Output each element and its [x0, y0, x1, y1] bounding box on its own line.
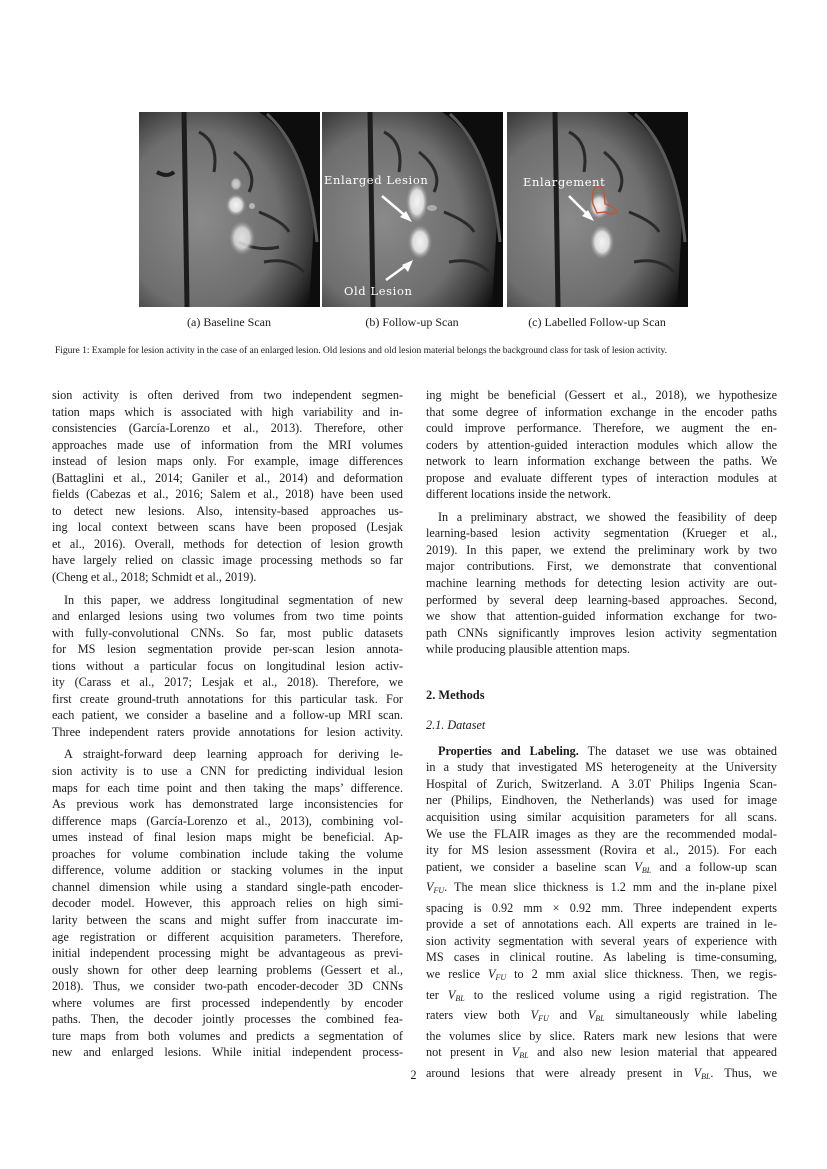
mri-panel-baseline	[139, 112, 320, 307]
text-line: (Battaglini et al., 2014; Ganiler et al., 2014) and deformation	[52, 470, 403, 485]
text-line: learning-based lesion activity segmentation (Krueger et al.,	[426, 526, 777, 541]
text-line: ter $V_{BL}$ to the resliced volume using a rigid registration. The	[426, 987, 778, 1003]
figure-caption: Figure 1: Example for lesion activity in the case of an enlarged lesion. Old lesions and old lesion material belongs the background class for task of lesion activity.	[55, 345, 667, 356]
text-line: performed by several deep learning-based approaches. Second,	[426, 592, 777, 607]
text-line: paths. Then, the decoder jointly processes the combined fea-	[52, 1012, 403, 1027]
text-line: while producing plausible attention maps.	[426, 642, 631, 657]
text-line: ity for MS lesion assessment (Rovira et al., 2015). For each	[426, 843, 777, 858]
text-line: with fully-convolutional CNNs. So far, most public datasets	[52, 625, 403, 640]
paragraph	[426, 743, 777, 1085]
text-line: propose and evaluate different types of interaction modules at	[426, 470, 777, 485]
text-line: In this paper, we address longitudinal segmentation of new	[64, 592, 403, 607]
text-line: Hospital of Zurich, Switzerland. A 3.0T Philips Ingenia Scan-	[426, 776, 777, 791]
text-line: raters view both $V_{FU}$ and $V_{BL}$ simultaneously while labeling	[426, 1008, 777, 1024]
text-line: In a preliminary abstract, we showed the feasibility of deep	[438, 509, 777, 524]
subcaption-b: (b) Follow-up Scan	[365, 315, 459, 329]
text-line: 2018). Thus, we consider two-path encoder-decoder 3D CNNs	[52, 979, 403, 994]
paragraph	[52, 746, 403, 1060]
text-line: provide a set of annotations each. All experts are trained in le-	[426, 917, 777, 932]
text-line: difference maps (García-Lorenzo et al., 2013), combining vol-	[52, 813, 403, 828]
symbol-v-bl: $V_{BL}$	[587, 1008, 605, 1024]
page-number: 2	[410, 1068, 417, 1082]
text-line: We use the FLAIR images as they are the recommended modal-	[426, 826, 777, 841]
text-line: network to learn information exchange between the paths. We	[426, 454, 777, 469]
text-line: A straight-forward deep learning approach for deriving le-	[64, 747, 403, 762]
text-line: sion activity segmentation with several years of experience with	[426, 933, 777, 948]
section-heading: 2. Methods	[426, 687, 485, 702]
text-line: we reslice $V_{FU}$ to 2 mm axial slice thickness. Then, we regis-	[426, 966, 777, 982]
text-line: machine learning methods for detecting lesion activity are out-	[426, 576, 777, 591]
symbol-v-bl: $V_{BL}$	[634, 859, 652, 875]
text-line: patient, we consider a baseline scan $V_{BL}$ and a follow-up scan	[426, 859, 777, 875]
text-line: to detect new lesions. Also, intensity-based approaches us-	[52, 503, 403, 518]
text-line: acquisition using similar acquisition parameters for all scans.	[426, 810, 777, 825]
text-line: 2019). In this paper, we extend the preliminary work by two	[426, 542, 777, 557]
text-line: ity (Carass et al., 2017; Lesjak et al., 2018). Therefore, we	[52, 675, 403, 690]
symbol-v-fu: $V_{FU}$	[488, 966, 507, 982]
text-line: ture maps from both volumes and predicts a segmentation of	[52, 1028, 403, 1043]
symbol-v-bl: $V_{BL}$	[693, 1065, 711, 1081]
text-line: ner (Philips, Eindhoven, the Netherlands) was used for image	[426, 793, 777, 808]
text-line: The dataset we use was obtained	[578, 743, 777, 758]
text-line: have largely relied on classic image processing methods so far	[52, 553, 403, 568]
text-line: sion activity is often derived from two independent segmen-	[52, 388, 403, 402]
text-line: proaches for volume combination include taking the volume	[52, 846, 403, 861]
symbol-v-bl: $V_{BL}$	[511, 1045, 529, 1061]
text-line: and enlarged lesions using two volumes from two time points	[52, 609, 403, 624]
text-line: MS cases in clinical routine. As labeling is time-consuming,	[426, 950, 777, 965]
annotation-enlarged-lesion: Enlarged Lesion	[324, 173, 429, 187]
text-line: (Cheng et al., 2018; Schmidt et al., 2019).	[52, 570, 257, 585]
annotation-old-lesion: Old Lesion	[344, 284, 413, 298]
symbol-v-bl: $V_{BL}$	[447, 987, 465, 1003]
text-line: each patient, we consider a baseline and a follow-up MRI scan.	[52, 708, 403, 723]
text-line: difference, volume addition or stacking volumes in the input	[52, 863, 403, 878]
text-line: umes instead of final lesion maps might be beneficial. Ap-	[52, 830, 403, 845]
symbol-v-fu: $V_{FU}$	[530, 1008, 549, 1024]
annotation-enlargement: Enlargement	[523, 175, 606, 189]
text-line: fields (Cabezas et al., 2016; Salem et al., 2018) have been used	[52, 487, 403, 502]
paragraph	[426, 387, 777, 503]
paragraph	[52, 387, 403, 586]
text-line: channel dimension while using a standard single-path encoder-	[52, 879, 403, 894]
text-line: maps for each time point and then taking the maps’ difference.	[52, 780, 403, 795]
text-line: we show that attention-guided information exchange for two-	[426, 609, 777, 624]
text-line: tions without a particular focus on longitudinal lesion activ-	[52, 658, 403, 673]
text-line: could improve performance. Therefore, we augment the en-	[426, 421, 777, 436]
right-column	[426, 387, 777, 1091]
text-line: larity between the scans and might suffer from inaccurate im-	[52, 912, 403, 927]
mri-labelled-image	[507, 112, 688, 307]
text-line: As previous work has demonstrated large inconsistencies for	[52, 797, 403, 812]
text-line: ing might be beneficial (Gessert et al., 2018), we hypothesize	[426, 388, 777, 402]
text-line: sion activity is to use a CNN for predicting individual lesion	[52, 764, 403, 779]
text-line: $V_{FU}$. The mean slice thickness is 1.2 mm and the in-plane pixel	[426, 880, 777, 896]
text-line: instead of lesion maps only. For example, image differences	[52, 454, 403, 469]
text-line: spacing is 0.92 mm × 0.92 mm. Three independent experts	[426, 900, 778, 915]
text-line: major contributions. First, we demonstrate that conventional	[426, 559, 777, 574]
text-line: age registration or different acquisition parameters. Therefore,	[52, 929, 403, 944]
subsection-heading: 2.1. Dataset	[426, 718, 486, 733]
text-line: different locations inside the network.	[426, 487, 611, 502]
subcaption-c: (c) Labelled Follow-up Scan	[528, 315, 666, 329]
text-line: first create ground-truth annotations for this particular task. For	[52, 691, 403, 706]
text-line: path CNNs significantly improves lesion activity segmentation	[426, 625, 777, 640]
mri-panel-followup	[322, 112, 503, 307]
text-line: that some degree of information exchange in the encoder paths	[426, 404, 777, 419]
left-column	[52, 387, 403, 1067]
mri-followup-image	[322, 112, 503, 307]
symbol-v-fu: $V_{FU}$	[426, 880, 445, 896]
text-line: new and enlarged lesions. While initial independent process-	[52, 1045, 403, 1060]
text-line: tation maps which is associated with high variability and in-	[52, 404, 403, 419]
text-line: initial independent processing might be advantageous as previ-	[52, 946, 403, 961]
text-line: around lesions that were already present in $V_{BL}$. Thus, we	[426, 1065, 778, 1081]
text-line: where volumes are first processed independently by encoder	[52, 995, 403, 1010]
text-line: not present in $V_{BL}$ and also new lesion material that appeared	[426, 1045, 778, 1061]
text-line: decoder model. However, this approach relies on high simi-	[52, 896, 403, 911]
text-line: in a study that investigated MS heterogeneity at the University	[426, 760, 777, 775]
mri-baseline-image	[139, 112, 320, 307]
text-line: coders by attention-guided interaction modules which allow the	[426, 437, 777, 452]
paragraph	[426, 509, 777, 658]
text-line: ously shown for other deep learning problems (Gessert et al.,	[52, 962, 403, 977]
text-line: ing local context between scans have been proposed (Lesjak	[52, 520, 403, 535]
subcaption-a: (a) Baseline Scan	[187, 315, 271, 329]
paragraph	[52, 592, 403, 741]
text-line: the volumes slice by slice. Raters mark new lesions that were	[426, 1028, 777, 1043]
text-line: for MS lesion segmentation provide per-scan lesion annota-	[52, 642, 403, 657]
text-line: Three independent raters provide annotations for lesion activity.	[52, 724, 403, 739]
mri-panel-labelled	[507, 112, 688, 307]
run-in-heading: Properties and Labeling.	[438, 743, 579, 758]
text-line: approaches made use of information from the MRI volumes	[52, 437, 403, 452]
text-line: consistencies (García-Lorenzo et al., 2013). Therefore, other	[52, 421, 403, 436]
text-line: et al., 2016). Overall, methods for detection of lesion growth	[52, 536, 403, 551]
